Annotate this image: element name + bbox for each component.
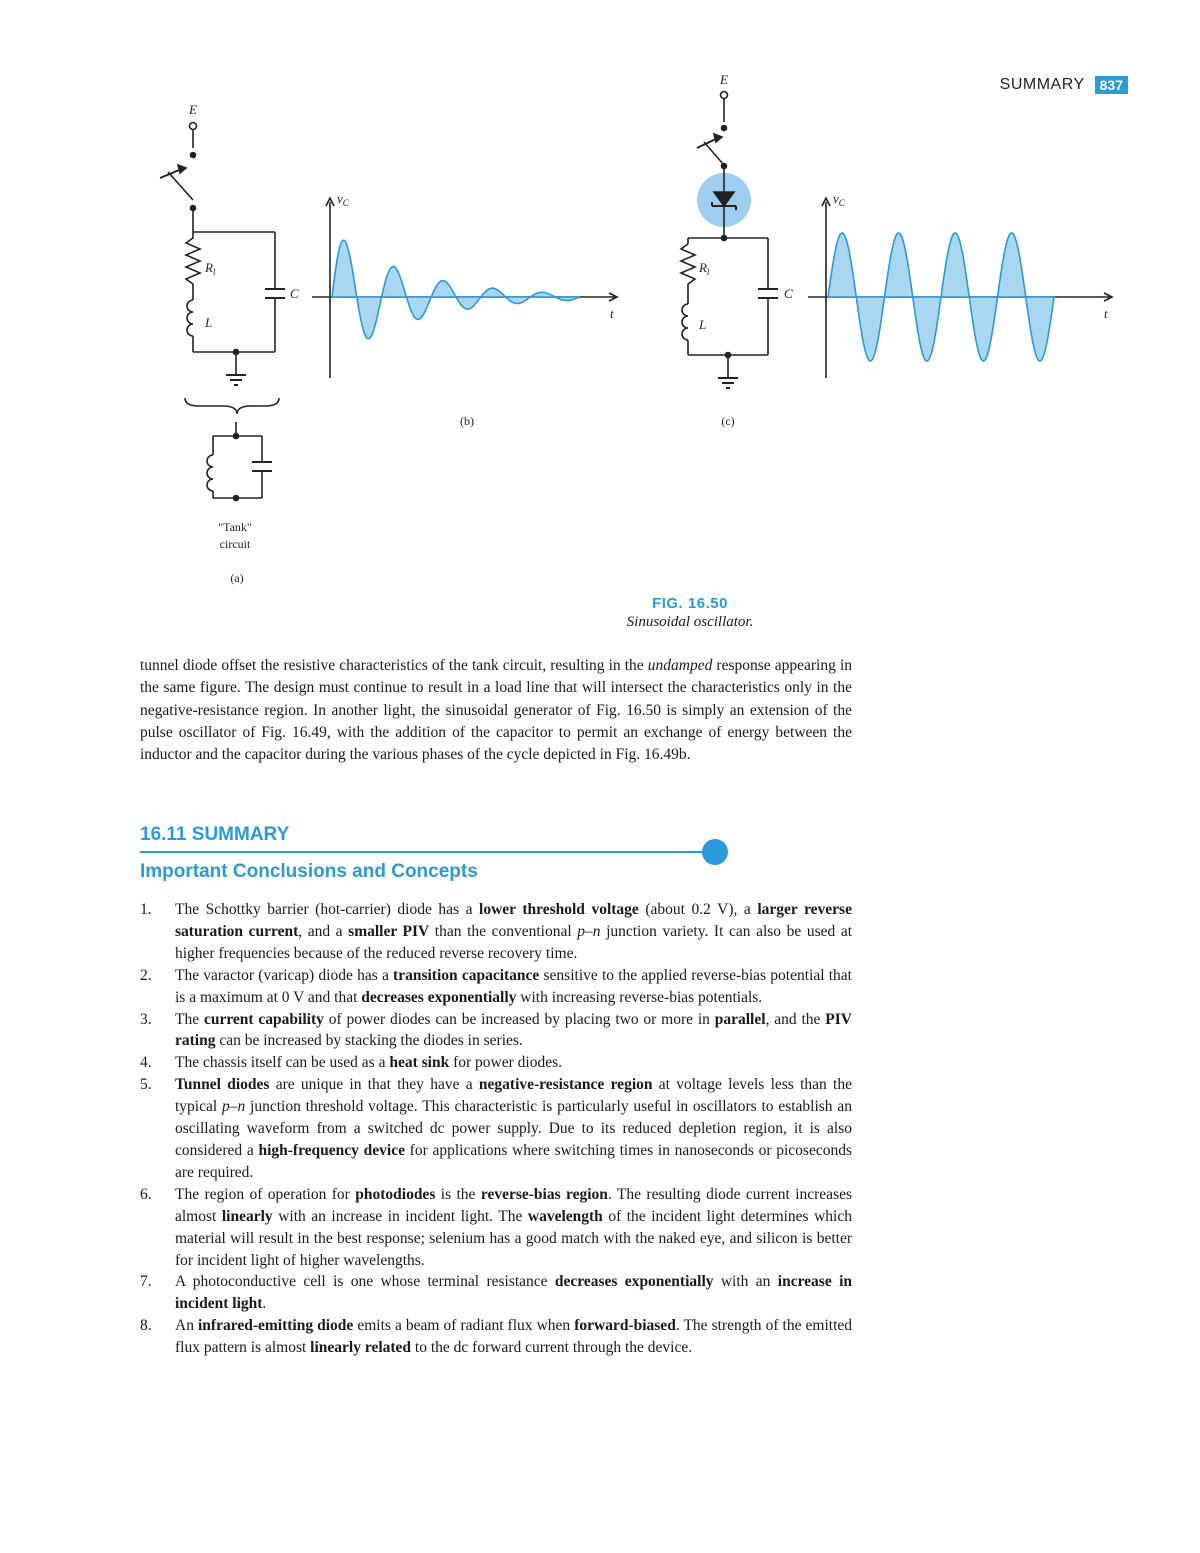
list-item-number: 6. xyxy=(140,1185,152,1203)
list-item-text: emits a beam of radiant flux when xyxy=(353,1317,575,1335)
figure-caption xyxy=(430,595,950,631)
key-term: decreases exponentially xyxy=(554,1273,714,1291)
body-text-2: response appearing in the same figure. The design must continue to result in a load line that will intersect the characteristics only in the negative-resistance region. In another light, the sinusoidal generator of Fig. 16.50 is simply an extension of the pulse oscillator of Fig. 16.49, with the addition of the capacitor to permit an exchange of energy between the inductor and the capacitor during the various phases of the cycle depicted in Fig. 16.49b. xyxy=(140,657,852,764)
list-item xyxy=(140,965,852,1009)
list-item-text: junction threshold voltage. This characteristic is particularly useful in oscillators to establish an oscillating waveform from a switched dc power supply. Due to its reduced depletion region, it is also considered a xyxy=(175,1098,853,1159)
list-item xyxy=(140,1052,852,1074)
body-text-1: tunnel diode offset the resistive characteristics of the tank circuit, resulting in the xyxy=(140,657,648,674)
key-term: smaller PIV xyxy=(348,922,430,940)
key-term: forward-biased xyxy=(574,1317,676,1335)
key-term: infrared-emitting diode xyxy=(198,1317,354,1335)
figure-title: Sinusoidal oscillator. xyxy=(626,614,754,630)
key-term: current capability xyxy=(203,1010,324,1028)
body-paragraph xyxy=(140,655,852,766)
undamped-waveform xyxy=(828,233,1054,361)
list-item-text: p–n xyxy=(577,922,601,940)
damped-waveform xyxy=(332,240,580,338)
figure-16-50 xyxy=(0,0,1200,600)
list-item-text: of the incident light determines which material will result in the best response; selenium has a good match with the naked eye, and silicon is better for incident light of higher wavelengths. xyxy=(175,1207,852,1269)
list-item-text: (about 0.2 V), a xyxy=(638,901,758,918)
tank-circuit xyxy=(207,422,272,501)
key-term: larger reverse saturation current xyxy=(175,901,852,940)
tank-label-line2: circuit xyxy=(219,537,251,551)
list-item-text: A photoconductive cell is one whose terminal resistance xyxy=(175,1273,555,1291)
switch-icon xyxy=(160,165,193,200)
list-item-text: The varactor (varicap) diode has a xyxy=(175,966,394,984)
list-item-text: . The strength of the emitted flux pattern is almost xyxy=(175,1317,853,1357)
section-heading xyxy=(140,824,740,846)
list-item-text: than the conventional xyxy=(429,922,578,940)
key-term: PIV rating xyxy=(175,1010,852,1050)
circuit-c xyxy=(681,92,778,389)
conclusions-list xyxy=(140,899,852,1359)
list-item-text: The xyxy=(175,1010,204,1028)
inductor-label-a: L xyxy=(205,315,213,330)
list-item xyxy=(140,1074,852,1184)
running-header-title: SUMMARY xyxy=(999,76,1085,93)
key-term: linearly xyxy=(221,1207,273,1225)
list-item-text: . xyxy=(262,1295,267,1313)
list-item-text: , and the xyxy=(765,1010,826,1028)
key-term: high-frequency device xyxy=(258,1141,405,1159)
list-item-number: 2. xyxy=(140,966,152,984)
list-item xyxy=(140,899,852,965)
list-item-text: are unique in that they have a xyxy=(269,1076,479,1094)
tank-label-line1: "Tank" xyxy=(218,520,252,534)
section-rule xyxy=(140,851,708,853)
list-item-text: junction variety. It can also be used at higher frequencies because of the reduced reverse recovery time. xyxy=(175,922,853,962)
list-item xyxy=(140,1009,852,1053)
list-item-text: to the dc forward current through the device. xyxy=(411,1339,693,1357)
list-item-text: sensitive to the applied reverse-bias potential that is a maximum at 0 V and that xyxy=(175,966,852,1006)
list-item-number: 4. xyxy=(140,1054,152,1072)
inductor-label-c: L xyxy=(699,317,707,332)
capacitor-label-c: C xyxy=(784,286,793,301)
part-label-b: (b) xyxy=(460,414,474,428)
list-item-text: The region of operation for xyxy=(175,1185,356,1203)
key-term: Tunnel diodes xyxy=(175,1076,270,1094)
ground-icon xyxy=(226,375,246,385)
list-item-text: at voltage levels less than the typical xyxy=(175,1076,852,1116)
list-item-text: for applications where switching times in nanoseconds or picoseconds are required. xyxy=(175,1141,852,1181)
list-item-text: with increasing reverse-bias potentials. xyxy=(516,988,763,1006)
list-item-number: 8. xyxy=(140,1317,152,1335)
capacitor-icon xyxy=(265,289,285,298)
list-item-text: is the xyxy=(435,1185,481,1203)
list-item-number: 1. xyxy=(140,901,152,918)
key-term: negative-resistance region xyxy=(478,1076,653,1094)
resistor-label-c: $R_l$ xyxy=(699,260,710,277)
list-item-number: 3. xyxy=(140,1010,152,1028)
circuit-a xyxy=(160,123,285,501)
list-item xyxy=(140,1184,852,1272)
section-title: 16.11 SUMMARY xyxy=(140,824,290,845)
list-item xyxy=(140,1271,852,1315)
section-dot xyxy=(702,839,728,865)
inductor-icon xyxy=(187,300,193,336)
switch-icon xyxy=(697,134,724,165)
key-term: wavelength xyxy=(527,1207,603,1225)
list-item-text: , and a xyxy=(298,922,349,940)
time-label-c: t xyxy=(1104,306,1108,321)
list-item-text: . The resulting diode current increases almost xyxy=(175,1185,853,1225)
ground-icon xyxy=(718,378,738,388)
time-label-b: t xyxy=(610,306,614,321)
list-item-text: with an increase in incident light. The xyxy=(272,1207,528,1225)
list-item xyxy=(140,1315,852,1359)
capacitor-icon xyxy=(758,289,778,298)
list-item-text: with an xyxy=(713,1273,778,1291)
key-term: lower threshold voltage xyxy=(479,901,639,918)
resistor-icon xyxy=(186,232,200,296)
inductor-icon xyxy=(682,304,688,340)
brace xyxy=(185,398,279,414)
key-term: transition capacitance xyxy=(393,966,540,984)
key-term: decreases exponentially xyxy=(361,988,517,1006)
key-term: photodiodes xyxy=(355,1185,436,1203)
vc-label-b: $v_C$ xyxy=(337,191,349,208)
list-item-text: p–n xyxy=(222,1098,246,1116)
list-item-text: for power diodes. xyxy=(449,1054,562,1072)
axes-b xyxy=(312,198,617,378)
list-item-text: The chassis itself can be used as a xyxy=(175,1054,390,1072)
supply-label-c: E xyxy=(720,72,728,87)
list-item-number: 7. xyxy=(140,1273,152,1291)
list-item-text: of power diodes can be increased by placing two or more in xyxy=(323,1010,715,1028)
key-term: increase in incident light xyxy=(175,1273,852,1313)
list-item-text: The Schottky barrier (hot-carrier) diode has a xyxy=(175,901,480,918)
key-term: reverse-bias region xyxy=(480,1185,608,1203)
capacitor-label-a: C xyxy=(290,286,299,301)
supply-label-a: E xyxy=(189,102,197,117)
key-term: parallel xyxy=(714,1010,766,1028)
resistor-icon xyxy=(681,244,695,300)
list-item-text: can be increased by stacking the diodes in series. xyxy=(215,1032,523,1050)
section-subtitle: Important Conclusions and Concepts xyxy=(140,861,478,882)
part-label-c: (c) xyxy=(721,414,735,428)
page-number: 837 xyxy=(1095,76,1128,94)
body-text-emphasis: undamped xyxy=(647,657,713,674)
key-term: linearly related xyxy=(310,1339,412,1357)
list-item-text: An xyxy=(175,1317,198,1335)
figure-number: FIG. 16.50 xyxy=(652,595,728,612)
list-item-number: 5. xyxy=(140,1076,152,1094)
supply-terminal-a xyxy=(190,123,197,130)
vc-label-c: $v_C$ xyxy=(833,191,845,208)
key-term: heat sink xyxy=(389,1054,450,1072)
part-label-a: (a) xyxy=(230,571,244,585)
resistor-label-a: $R_l$ xyxy=(205,260,216,277)
